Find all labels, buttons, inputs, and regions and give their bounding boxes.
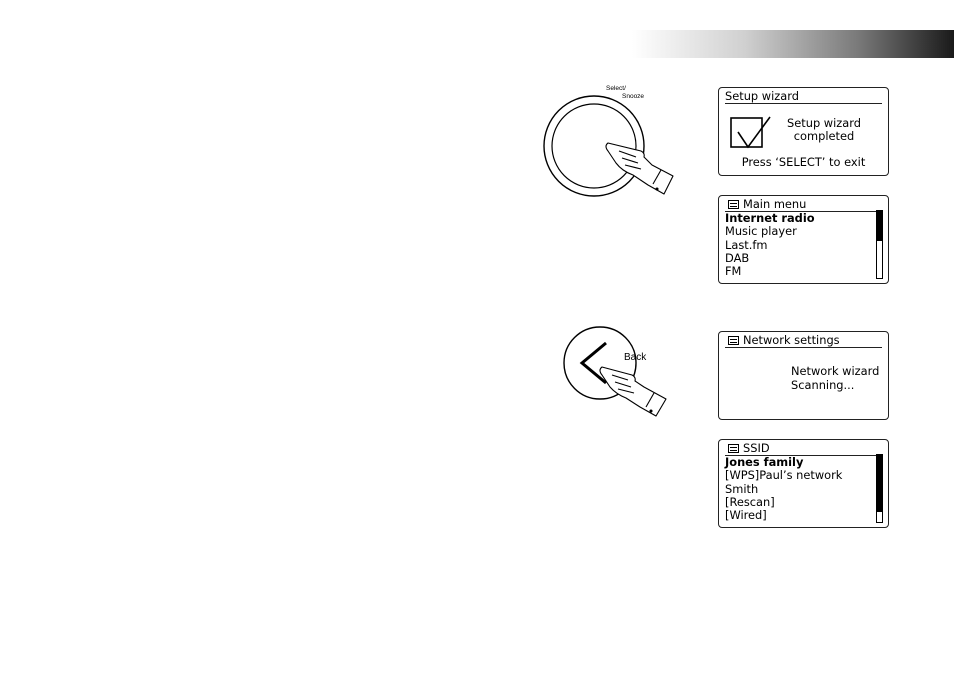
screen-title-bar: [725, 197, 882, 212]
ssid-item-rescan[interactable]: [Rescan]: [725, 494, 775, 509]
pointing-hand-icon: [606, 143, 673, 194]
ssid-item-pauls-network[interactable]: [WPS]Paul’s network: [725, 468, 843, 483]
select-snooze-label-line2: Snooze: [622, 93, 645, 100]
ssid-screen: [718, 439, 889, 528]
screen-title-bar: [725, 441, 882, 456]
menu-item-dab[interactable]: DAB: [725, 250, 750, 265]
scrollbar[interactable]: [876, 210, 883, 279]
setup-message-line1: Setup wizard: [787, 116, 861, 130]
setup-message-line2: completed: [793, 129, 855, 143]
main-menu-list: [725, 212, 815, 278]
ssid-list: [725, 456, 842, 522]
screen-title-bar: [725, 333, 882, 348]
menu-list-icon: [728, 336, 739, 345]
network-settings-screen: [718, 331, 889, 420]
scanning-text: Scanning...: [791, 378, 855, 392]
screen-title: Network settings: [743, 333, 840, 347]
menu-item-music-player[interactable]: Music player: [725, 224, 797, 239]
select-snooze-knob[interactable]: [540, 93, 680, 198]
checkbox-tick-icon: [730, 114, 776, 150]
network-wizard-text: Network wizard: [791, 364, 880, 378]
main-menu-screen: [718, 195, 889, 284]
menu-list-icon: [728, 200, 739, 209]
menu-item-fm[interactable]: FM: [725, 264, 742, 279]
setup-footer-text: Press ‘SELECT’ to exit: [741, 155, 866, 169]
screen-title: SSID: [743, 441, 770, 455]
screen-title: Main menu: [743, 197, 807, 211]
back-button[interactable]: [560, 327, 675, 422]
select-snooze-label-line1: Select/: [606, 85, 626, 92]
chevron-left-icon: [582, 343, 606, 383]
ssid-item-wired[interactable]: [Wired]: [725, 508, 767, 523]
ssid-item-jones-family[interactable]: Jones family: [725, 455, 804, 469]
pointing-hand-icon: [600, 367, 666, 416]
menu-list-icon: [728, 444, 739, 453]
menu-item-internet-radio[interactable]: Internet radio: [725, 211, 815, 225]
menu-item-lastfm[interactable]: Last.fm: [725, 237, 768, 252]
header-gradient-bar: [632, 30, 954, 58]
setup-wizard-screen: [718, 87, 889, 176]
ssid-item-smith[interactable]: Smith: [725, 481, 759, 496]
screen-title: Setup wizard: [725, 89, 882, 104]
back-label: Back: [624, 352, 647, 363]
scrollbar[interactable]: [876, 454, 883, 523]
